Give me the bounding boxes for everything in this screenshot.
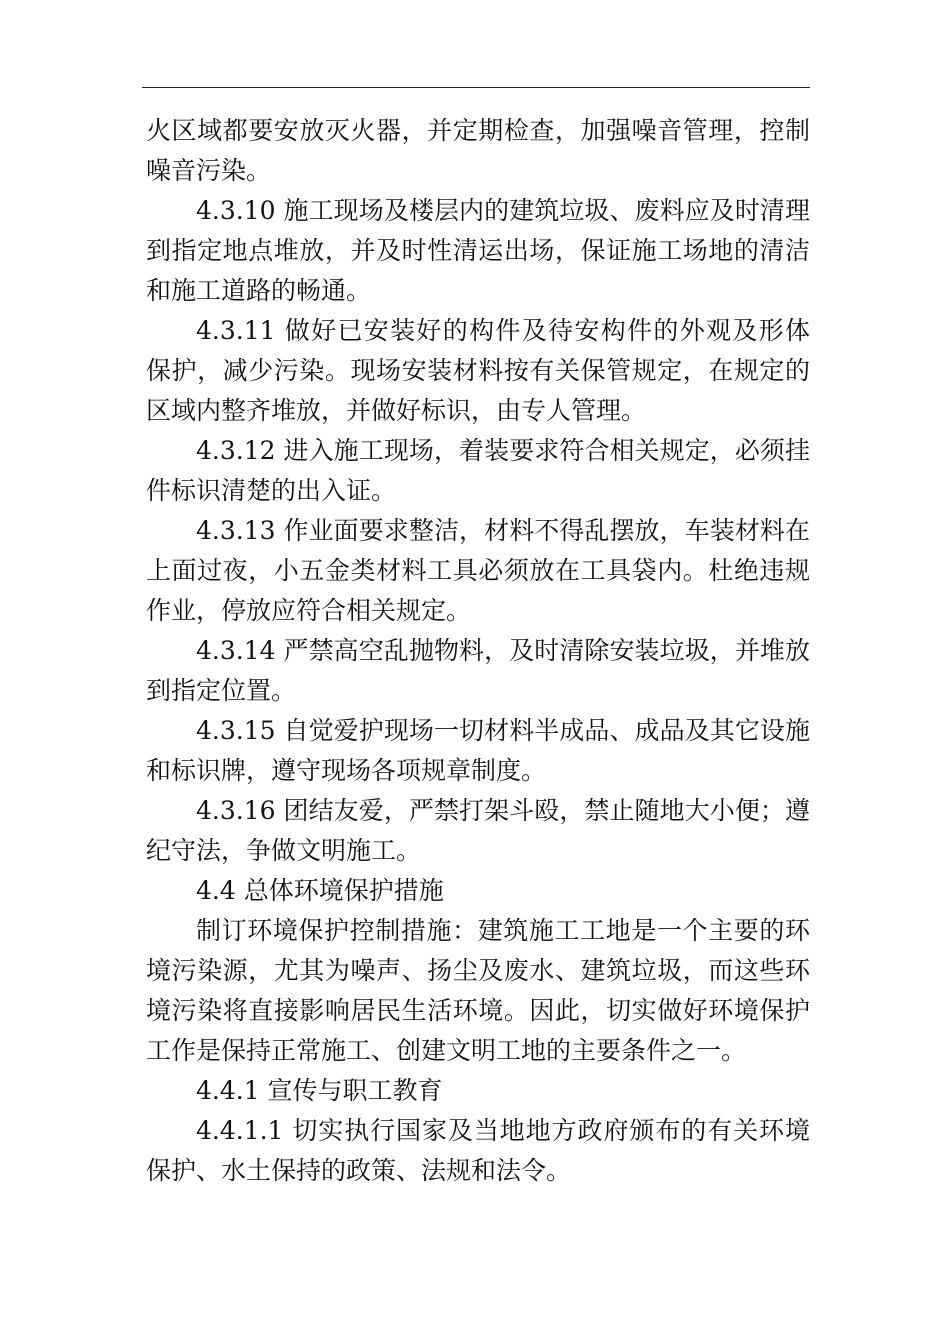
text-line: 和施工道路的畅通。 (146, 276, 372, 305)
text-line: 到指定位置。 (146, 676, 297, 705)
text-line: 区域内整齐堆放，并做好标识，由专人管理。 (146, 396, 647, 425)
text-line: 制订环境保护控制措施：建筑施工工地是一个主要的环 (196, 916, 810, 945)
text-line: 工作是保持正常施工、创建文明工地的主要条件之一。 (146, 1036, 747, 1065)
text-line: 境污染源，尤其为噪声、扬尘及废水、建筑垃圾，而这些环 (146, 956, 810, 985)
text-line: 4.4.1.1 切实执行国家及当地地方政府颁布的有关环境 (196, 1116, 810, 1145)
text-line: 4.3.12 进入施工现场，着装要求符合相关规定，必须挂 (196, 436, 810, 465)
text-line: 4.3.13 作业面要求整洁，材料不得乱摆放，车装材料在 (196, 516, 810, 545)
document-body (146, 111, 810, 1191)
text-line: 上面过夜，小五金类材料工具必须放在工具袋内。杜绝违规 (146, 556, 810, 585)
text-line: 噪音污染。 (146, 156, 272, 185)
text-line: 4.3.16 团结友爱，严禁打架斗殴，禁止随地大小便；遵 (196, 796, 810, 825)
text-line: 纪守法，争做文明施工。 (146, 836, 422, 865)
header-rule (142, 87, 810, 88)
text-line: 4.4.1 宣传与职工教育 (196, 1076, 443, 1105)
text-line: 和标识牌，遵守现场各项规章制度。 (146, 756, 547, 785)
text-line: 4.3.15 自觉爱护现场一切材料半成品、成品及其它设施 (196, 716, 810, 745)
text-line: 火区域都要安放灭火器，并定期检查，加强噪音管理，控制 (146, 116, 810, 145)
text-line: 保护，减少污染。现场安装材料按有关保管规定，在规定的 (146, 356, 810, 385)
text-line: 到指定地点堆放，并及时性清运出场，保证施工场地的清洁 (146, 236, 810, 265)
text-line: 4.4 总体环境保护措施 (196, 876, 444, 905)
text-line: 作业，停放应符合相关规定。 (146, 596, 472, 625)
text-line: 境污染将直接影响居民生活环境。因此，切实做好环境保护 (146, 996, 810, 1025)
text-line: 4.3.11 做好已安装好的构件及待安构件的外观及形体 (196, 316, 810, 345)
text-line: 保护、水土保持的政策、法规和法令。 (146, 1156, 572, 1185)
text-line: 4.3.14 严禁高空乱抛物料，及时清除安装垃圾，并堆放 (196, 636, 810, 665)
text-line: 4.3.10 施工现场及楼层内的建筑垃圾、废料应及时清理 (196, 196, 810, 225)
text-line: 件标识清楚的出入证。 (146, 476, 397, 505)
